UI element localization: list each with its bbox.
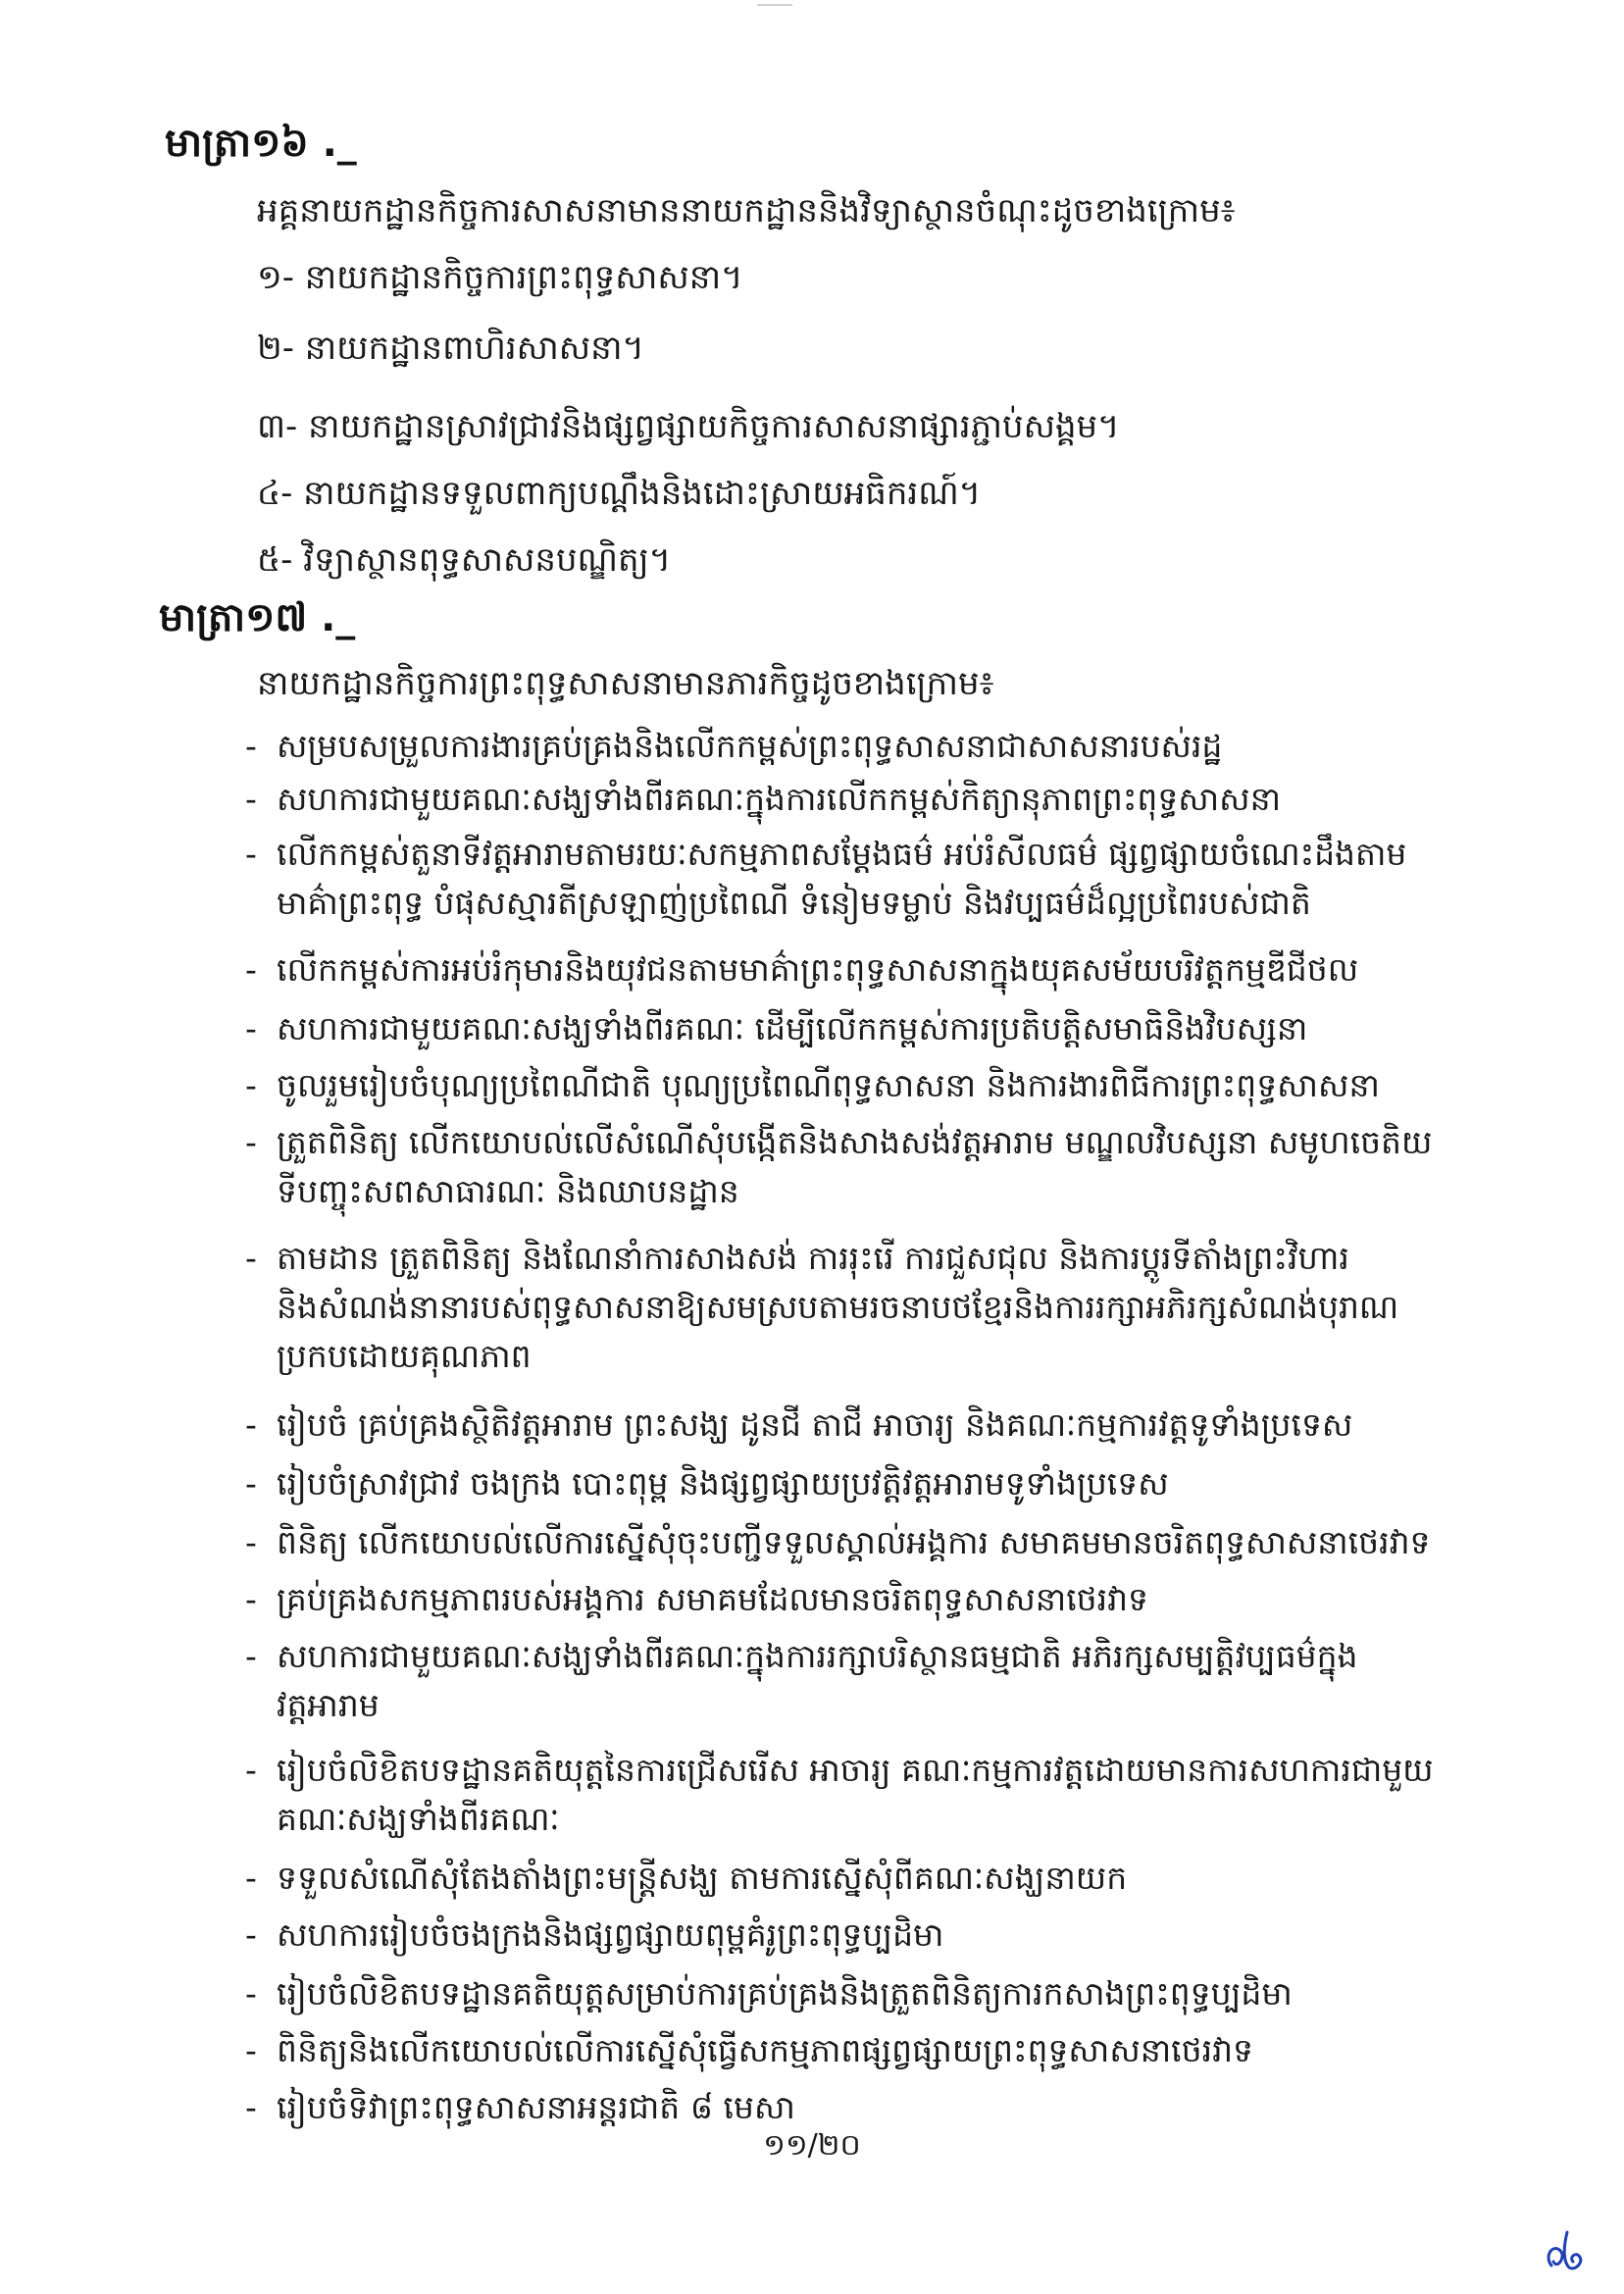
duty-item-line: ចូលរួមរៀបចំបុណ្យប្រពៃណីជាតិ បុណ្យប្រពៃណីពុទ្ធសាសនា និងការងារពិធីការព្រះពុទ្ធសាសនា <box>277 1066 1380 1104</box>
article-16-item-4: ៤- នាយកដ្ឋានទទួលពាក្យបណ្តឹងនិងដោះស្រាយអធិករណ៍។ <box>257 474 982 513</box>
bullet-dash: - <box>245 1915 257 1954</box>
duty-item-line: រៀបចំលិខិតបទដ្ឋានគតិយុត្តនៃការជ្រើសរើស អាចារ្យ គណៈកម្មការវត្តដោយមានការសហការជាមួយ <box>277 1751 1434 1789</box>
article-16-item-5: ៥- វិទ្យាស្ថានពុទ្ធសាសនបណ្ឌិត្យ។ <box>257 540 672 580</box>
duty-item-line: គ្រប់គ្រងសកម្មភាពរបស់អង្គការ សមាគមដែលមានចរិតពុទ្ធសាសនាថេរវាទ <box>277 1580 1148 1618</box>
duty-item-line: សហការជាមួយគណៈសង្ឃទាំងពីរគណៈក្នុងការរក្សាបរិស្ថានធម្មជាតិ អភិរក្សសម្បត្តិវប្បធម៌ក្នុង <box>277 1637 1358 1675</box>
article-17-intro: នាយកដ្ឋានកិច្ចការព្រះពុទ្ធសាសនាមានភារកិច្ចដូចខាងក្រោម៖ <box>257 664 994 703</box>
duty-item <box>245 775 1481 824</box>
bullet-dash: - <box>245 1009 257 1047</box>
duty-item <box>245 1911 1481 1960</box>
duty-item <box>245 1004 1481 1053</box>
duty-item <box>245 1118 1481 1216</box>
duty-item <box>245 1234 1481 1381</box>
bullet-dash: - <box>245 1405 257 1444</box>
bullet-dash: - <box>245 1637 257 1675</box>
duty-item <box>245 945 1481 994</box>
page-number: ១១/២០ <box>763 2128 861 2163</box>
article-16-item-1: ១- នាយកដ្ឋានកិច្ចការព្រះពុទ្ធសាសនា។ <box>257 258 743 297</box>
duty-item <box>245 1459 1481 1508</box>
duty-item-line: រៀបចំ គ្រប់គ្រងស្ថិតិវត្តអារាម ព្រះសង្ឃ ដូនជី តាជី អាចារ្យ និងគណៈកម្មការវត្តទូទាំងប្រទេស <box>277 1405 1353 1444</box>
duty-item-line: តាមដាន ត្រួតពិនិត្យ និងណែនាំការសាងសង់ ការរុះរើ ការជួសជុល និងការប្តូរទីតាំងព្រះវិហារ <box>277 1239 1349 1277</box>
duty-item-line: សហការរៀបចំចងក្រងនិងផ្សព្វផ្សាយពុម្ពគំរូព្រះពុទ្ធប្បដិមា <box>277 1915 944 1954</box>
duty-item-line: លើកកម្ពស់ការអប់រំកុមារនិងយុវជនតាមមាគ៌ាព្រះពុទ្ធសាសនាក្នុងយុគសម័យបរិវត្តកម្មឌីជីថល <box>277 950 1359 989</box>
duty-item-line: រៀបចំទិវាព្រះពុទ្ធសាសនាអន្តរជាតិ ៨ មេសា <box>277 2088 795 2126</box>
duty-item <box>245 2083 1481 2132</box>
bullet-dash: - <box>245 950 257 989</box>
duty-item <box>245 722 1481 771</box>
duty-item <box>245 1746 1481 1844</box>
bullet-dash: - <box>245 1523 257 1561</box>
duty-item <box>245 1969 1481 2018</box>
duty-item-line: ប្រកបដោយគុណភាព <box>277 1337 532 1375</box>
duty-item <box>245 1518 1481 1567</box>
article-17-title: មាត្រា១៧ ._ <box>159 595 356 640</box>
bullet-dash: - <box>245 2088 257 2126</box>
bullet-dash: - <box>245 1974 257 2013</box>
duty-item-line: ត្រួតពិនិត្យ លើកយោបល់លើសំណើសុំបង្កើតនិងសាងសង់វត្តអារាម មណ្ឌលវិបស្សនា សមូហចេតិយ <box>277 1123 1433 1161</box>
duty-item <box>245 2026 1481 2075</box>
duty-item <box>245 1854 1481 1903</box>
duty-item-line: ពិនិត្យនិងលើកយោបល់លើការស្នើសុំធ្វើសកម្មភាពផ្សព្វផ្សាយព្រះពុទ្ធសាសនាថេរវាទ <box>277 2031 1253 2069</box>
duty-item <box>245 1632 1481 1730</box>
duty-item-line: សហការជាមួយគណៈសង្ឃទាំងពីរគណៈក្នុងការលើកកម្ពស់កិត្យានុភាពព្រះពុទ្ធសាសនា <box>277 780 1281 818</box>
duty-item-line: លើកកម្ពស់តួនាទីវត្តអារាមតាមរយៈសកម្មភាពសម្តែងធម៌ អប់រំសីលធម៌ ផ្សព្វផ្សាយចំណេះដឹងតាម <box>277 835 1407 873</box>
bullet-dash: - <box>245 1066 257 1104</box>
bullet-dash: - <box>245 1580 257 1618</box>
bullet-dash: - <box>245 727 257 765</box>
duty-item-line: ពិនិត្យ លើកយោបល់លើការស្នើសុំចុះបញ្ជីទទួលស្គាល់អង្គការ សមាគមមានចរិតពុទ្ធសាសនាថេរវាទ <box>277 1523 1431 1561</box>
bullet-dash: - <box>245 835 257 873</box>
duty-item-line: មាគ៌ាព្រះពុទ្ធ បំផុសស្មារតីស្រឡាញ់ប្រពៃណី ទំនៀមទម្លាប់ និងវប្បធម៌ដ៏ល្អប្រពៃរបស់ជាតិ <box>277 884 1311 922</box>
bullet-dash: - <box>245 1751 257 1789</box>
duty-item <box>245 1575 1481 1624</box>
article-16-item-2: ២- នាយកដ្ឋានពាហិរសាសនា។ <box>257 329 644 368</box>
duty-item-line: រៀបចំស្រាវជ្រាវ ចងក្រង បោះពុម្ព និងផ្សព្វផ្សាយប្រវត្តិវត្តអារាមទូទាំងប្រទេស <box>277 1464 1169 1503</box>
duty-item-line: សម្របសម្រួលការងារគ្រប់គ្រងនិងលើកកម្ពស់ព្រះពុទ្ធសាសនាជាសាសនារបស់រដ្ឋ <box>277 727 1223 765</box>
article-16-intro: អគ្គនាយកដ្ឋានកិច្ចការសាសនាមាននាយកដ្ឋាននិងវិទ្យាស្ថានចំណុះដូចខាងក្រោម៖ <box>257 191 1236 230</box>
duty-item-line: ទទួលសំណើសុំតែងតាំងព្រះមន្រ្តីសង្ឃ តាមការស្នើសុំពីគណៈសង្ឃនាយក <box>277 1859 1128 1897</box>
bullet-dash: - <box>245 1464 257 1503</box>
duty-item-line: វត្តអារាម <box>277 1686 380 1724</box>
duty-item <box>245 1401 1481 1450</box>
duty-item <box>245 830 1481 928</box>
duty-item-line: និងសំណង់នានារបស់ពុទ្ធសាសនាឱ្យសមស្របតាមរចនាបថខ្មែរនិងការរក្សាអភិរក្សសំណង់បុរាណ <box>277 1288 1399 1326</box>
bullet-dash: - <box>245 780 257 818</box>
duty-item-line: គណៈសង្ឃទាំងពីរគណៈ <box>277 1800 560 1838</box>
duty-item-line: សហការជាមួយគណៈសង្ឃទាំងពីរគណៈ ដើម្បីលើកកម្ពស់ការប្រតិបត្តិសមាធិនិងវិបស្សនា <box>277 1009 1308 1047</box>
article-16-item-3: ៣- នាយកដ្ឋានស្រាវជ្រាវនិងផ្សព្វផ្សាយកិច្ចការសាសនាផ្សារភ្ជាប់សង្គម។ <box>257 407 1120 446</box>
handwritten-initials-icon <box>1538 2218 1597 2277</box>
duty-item <box>245 1061 1481 1110</box>
bullet-dash: - <box>245 2031 257 2069</box>
bullet-dash: - <box>245 1859 257 1897</box>
duty-item-line: រៀបចំលិខិតបទដ្ឋានគតិយុត្តសម្រាប់ការគ្រប់គ្រងនិងត្រួតពិនិត្យការកសាងព្រះពុទ្ធប្បដិមា <box>277 1974 1293 2013</box>
duty-item-line: ទីបញ្ចុះសពសាធារណៈ និងឈាបនដ្ឋាន <box>277 1172 739 1210</box>
bullet-dash: - <box>245 1239 257 1277</box>
scan-mark-icon <box>755 2 794 8</box>
article-16-title: មាត្រា១៦ ._ <box>165 121 357 166</box>
bullet-dash: - <box>245 1123 257 1161</box>
